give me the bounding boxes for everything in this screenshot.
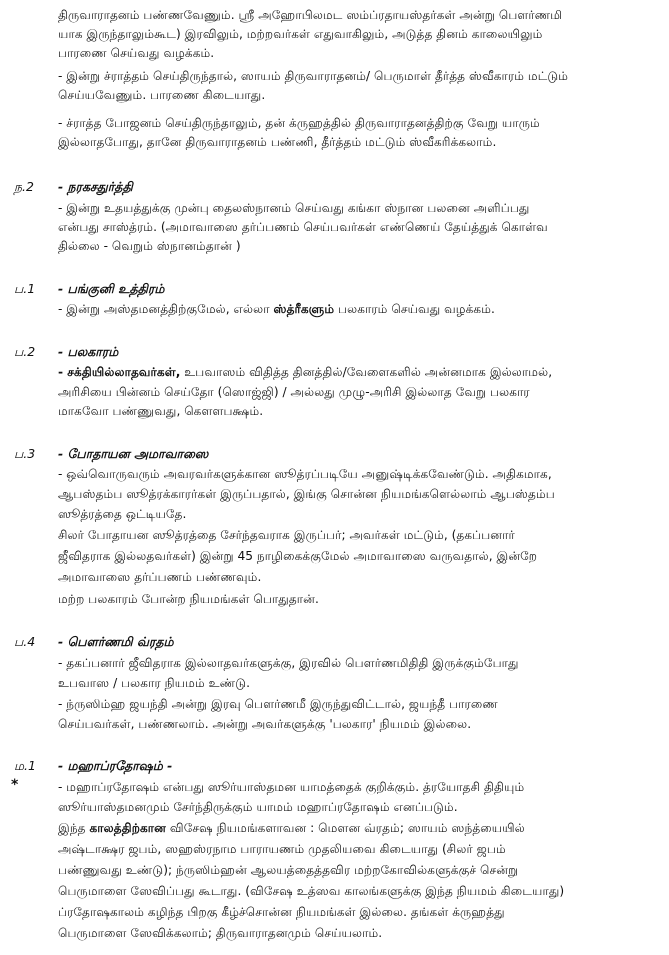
- intro-line: - ச்ராத்த போஜனம் செய்திருந்தாலும், தன் க்ருஹத்தில் திருவாராதனத்திற்கு வேறு யாரும்: [58, 116, 540, 130]
- intro-line: பாரணை செய்வது வழக்கம்.: [58, 46, 215, 60]
- section-text: - இன்று அஸ்தமனத்திற்குமேல், எல்லா: [58, 302, 274, 316]
- section-code: ப.1: [14, 281, 36, 296]
- section-title: - மஹாப்ரதோஷம் -: [58, 758, 173, 773]
- section-title: - பங்குனி உத்திரம்: [58, 281, 165, 296]
- section-line: - மஹாப்ரதோஷம் என்பது ஸூர்யாஸ்தமன யாமத்தைக் குறிக்கும். த்ரயோதசி திதியும்: [58, 780, 525, 794]
- intro-line: செய்யவேணும். பாரணை கிடையாது.: [58, 88, 266, 102]
- section-title: - போதாயன அமாவாஸை: [58, 446, 209, 461]
- section-code: ப.4: [14, 634, 36, 649]
- emphasis-text: காலத்திற்கான: [89, 821, 166, 835]
- section-text: இந்த: [58, 821, 90, 835]
- section-title: - நரகசதுர்த்தி: [58, 179, 133, 194]
- section-line: ப்ரதோஷகாலம் கழிந்த பிறகு கீழ்ச்சொன்ன நியமங்கள் இல்லை. தங்கள் க்ருஹத்து: [58, 905, 505, 919]
- section-line: மற்ற பலகாரம் போன்ற நியமங்கள் பொதுதான்.: [58, 592, 319, 606]
- section-code: ந.2: [14, 179, 34, 194]
- section-line: [58, 300, 665, 318]
- section-code: ப.3: [14, 446, 36, 461]
- section-line: ஜீவிதராக இல்லதவர்கள்) இன்று 45 நாழிகைக்குமேல் அமாவாஸை வருவதால், இன்றே: [58, 549, 538, 563]
- intro-line: - இன்று ச்ராத்தம் செய்திருந்தால், ஸாயம் திருவாராதனம்/ பெருமாள் தீர்த்த ஸ்வீகாரம் மட்டும்: [58, 69, 569, 83]
- intro-line: திருவாராதனம் பண்ணவேணும். ஸ்ரீ அஹோபிலமட ஸம்ப்ரதாயஸ்தர்கள் அன்று பௌர்ணமி: [58, 8, 563, 22]
- emphasis-text: - சக்தியில்லாதவர்கள்,: [58, 365, 181, 379]
- section-line: [58, 819, 665, 837]
- section-line: - ஒவ்வொருவரும் அவரவர்களுக்கான ஸூத்ரப்படியே அனுஷ்டிக்கவேண்டும். அதிகமாக,: [58, 467, 552, 481]
- section-line: ஸூர்யாஸ்தமனமும் சேர்ந்திருக்கும் யாமம் மஹாப்ரதோஷம் எனப்படும்.: [58, 800, 458, 814]
- section-line: பண்ணுவது உண்டு); ந்ருஸிம்ஹன் ஆலயத்தைத்தவிர மற்றகோவில்களுக்குச் சென்று: [58, 863, 519, 877]
- section-text: உபவாஸம் விதித்த தினத்தில்/வேளைகளில் அன்னமாக இல்லாமல்,: [180, 365, 553, 379]
- section-line: என்பது சாஸ்த்ரம். (அமாவாஸை தர்ப்பணம் செய்பவர்கள் எண்ணெய் தேய்த்துக் கொள்வ: [58, 220, 548, 234]
- asterisk-marker: *: [11, 777, 19, 793]
- section-line: தில்லை - வெறும் ஸ்நானம்தான் ): [58, 239, 241, 253]
- section-code: ப.2: [14, 344, 36, 359]
- section-line: சிலர் போதாயன ஸூத்ரத்தை சேர்ந்தவராக இருப்பர்; அவர்கள் மட்டும், (தகப்பனார்: [58, 528, 515, 542]
- section-line: - இன்று உதயத்துக்கு முன்பு தைலஸ்நானம் செய்வது கங்கா ஸ்நான பலனை அளிப்பது: [58, 201, 530, 215]
- section-line: பெருமாளை ஸேவிக்கலாம்; திருவாராதனமும் செய்யலாம்.: [58, 926, 383, 940]
- section-line: பெருமாளை ஸேவிப்பது கூடாது. (விசேஷ உத்ஸவ காலங்களுக்கு இந்த நியமம் கிடையாது): [58, 884, 565, 898]
- intro-line: யாக இருந்தாலும்கூட) இரவிலும், மற்றவர்கள் எதுவாகிலும், அடுத்த தினம் காலையிலும்: [58, 27, 543, 41]
- section-line: [58, 363, 665, 381]
- section-text: பலகாரம் செய்வது வழக்கம்.: [334, 302, 495, 316]
- section-line: அமாவாஸை தர்ப்பணம் பண்ணவும்.: [58, 570, 262, 584]
- section-line: ஆபஸ்தம்ப ஸூத்ரக்காரர்கள் இருப்பதால், இங்கு சொன்ன நியமங்களெல்லாம் ஆபஸ்தம்ப: [58, 487, 555, 501]
- section-line: செய்பவர்கள், பண்ணலாம். அன்று அவர்களுக்கு 'பலகார' நியமம் இல்லை.: [58, 717, 472, 731]
- section-title: - பலகாரம்: [58, 344, 119, 359]
- section-text: விசேஷ நியமங்களாவன : மௌன வ்ரதம்; ஸாயம் ஸந்த்யையில்: [165, 821, 525, 835]
- emphasis-text: ஸ்த்ரீகளும்: [273, 302, 335, 316]
- section-line: அரிசியை பின்னம் செய்தோ (ஸொஜ்ஜி) / அல்லது முழு-அரிசி இல்லாத வேறு பலகார: [58, 385, 530, 399]
- intro-line: இல்லாதபோது, தானே திருவாராதனம் பண்ணி, தீர்த்தம் மட்டும் ஸ்வீகரிக்கலாம்.: [58, 135, 497, 149]
- section-line: மாகவோ பண்ணுவது, கௌளபக்ஷம்.: [58, 404, 264, 418]
- section-code: ம.1: [14, 758, 36, 773]
- section-line: ஸூத்ரத்தை ஒட்டியதே.: [58, 507, 187, 521]
- section-line: உபவாஸ / பலகார நியமம் உண்டு.: [58, 676, 250, 690]
- section-line: - தகப்பனார் ஜீவிதராக இல்லாதவர்களுக்கு, இரவில் பௌர்ணமிதிதி இருக்கும்போது: [58, 656, 519, 670]
- section-title: - பௌர்ணமி வ்ரதம்: [58, 634, 174, 649]
- section-line: - ந்ருஸிம்ஹ ஜயந்தி அன்று இரவு பௌர்ணமீ இருந்துவிட்டால், ஜயந்தீ பாரணை: [58, 697, 498, 711]
- section-line: அஷ்டாக்ஷர ஜபம், ஸஹஸ்ரநாம பாராயணம் முதலியவை கிடையாது (சிலர் ஜபம்: [58, 842, 506, 856]
